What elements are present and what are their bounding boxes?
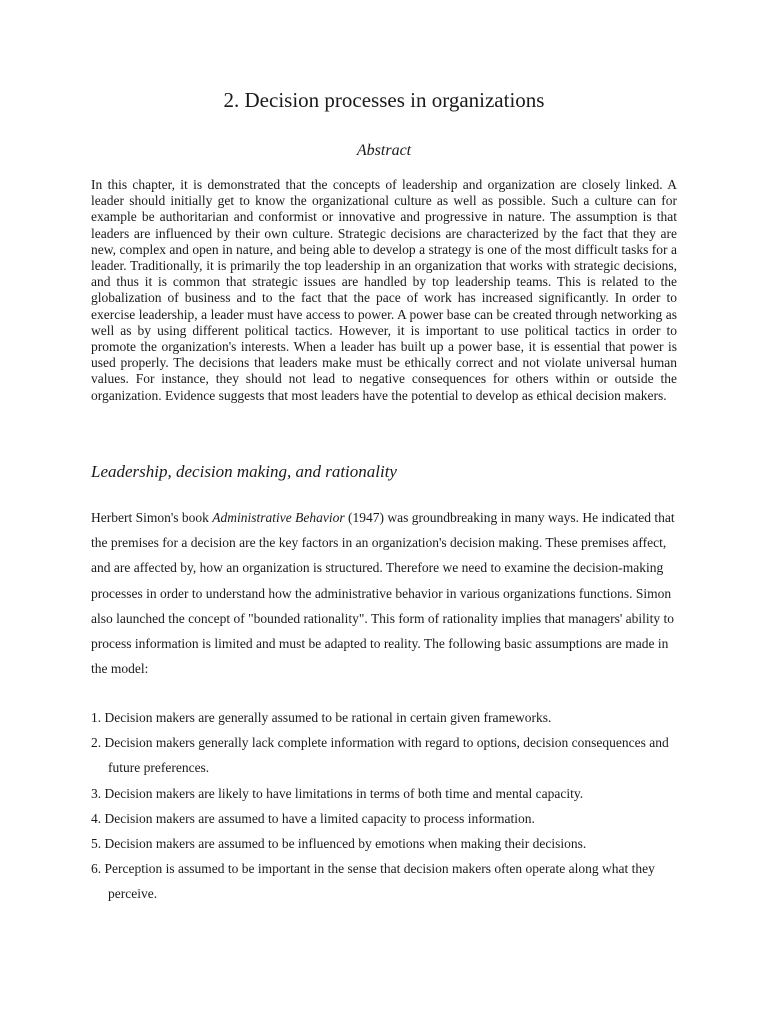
list-item: 4. Decision makers are assumed to have a limited capacity to process information. (91, 810, 535, 826)
body-rest-text: (1947) was groundbreaking in many ways. He indicated that the premises for a decision are the key factors in an organization's decision making. These premises affect, and are affected by, how an organization is structured. Therefore we need to examine the decision-making processes in order to understand how the administrative behavior in various organizations functions. Simon also launched the concept of "bounded rationality". This form of rationality implies that managers' ability to process information is limited and must be adapted to reality. The following basic assumptions are made in the model: (91, 510, 675, 677)
list-item: 1. Decision makers are generally assumed to be rational in certain given frameworks. (91, 710, 552, 725)
list-item: 2. Decision makers generally lack complete information with regard to options, decision consequences and future preferences. (91, 735, 669, 776)
list-item: 6. Perception is assumed to be important in the sense that decision makers often operate along what they perceive. (91, 861, 655, 902)
section-heading: Leadership, decision making, and rationality (91, 462, 397, 481)
abstract-text: In this chapter, it is demonstrated that the concepts of leadership and organization are closely linked. A leader should initially get to know the organizational culture as well as possible. Such a culture can for example be authoritarian and conformist or innovative and progressive in nature. The assumption is that leaders are influenced by their own culture. Strategic decisions are characterized by the fact that they are new, complex and open in nature, and being able to develop a strategy is one of the most difficult tasks for a leader. Traditionally, it is primarily the top leadership in an organization that works with strategic decisions, and thus it is common that strategic issues are handled by top leadership teams. This is related to the globalization of business and to the fact that the pace of work has increased significantly. In order to exercise leadership, a leader must have access to power. A power base can be created through networking as well as by using different political tactics. However, it is important to use political tactics in order to promote the organization's interests. When a leader has built up a power base, it is essential that power is used properly. The decisions that leaders make must be ethically correct and not violate universal human values. For instance, they should not lead to negative consequences for others within or outside the organization. Evidence suggests that most leaders have the potential to develop as ethical decision makers. (91, 177, 677, 403)
assumptions-list (91, 705, 681, 907)
body-paragraph (91, 505, 681, 681)
chapter-title: 2. Decision processes in organizations (223, 88, 545, 112)
list-item: 3. Decision makers are likely to have limitations in terms of both time and mental capacity. (91, 785, 584, 801)
body-intro-text: Herbert Simon's book (91, 510, 213, 525)
book-title: Administrative Behavior (212, 510, 345, 525)
list-item: 5. Decision makers are assumed to be influenced by emotions when making their decisions. (91, 836, 587, 852)
abstract-heading: Abstract (356, 142, 412, 159)
